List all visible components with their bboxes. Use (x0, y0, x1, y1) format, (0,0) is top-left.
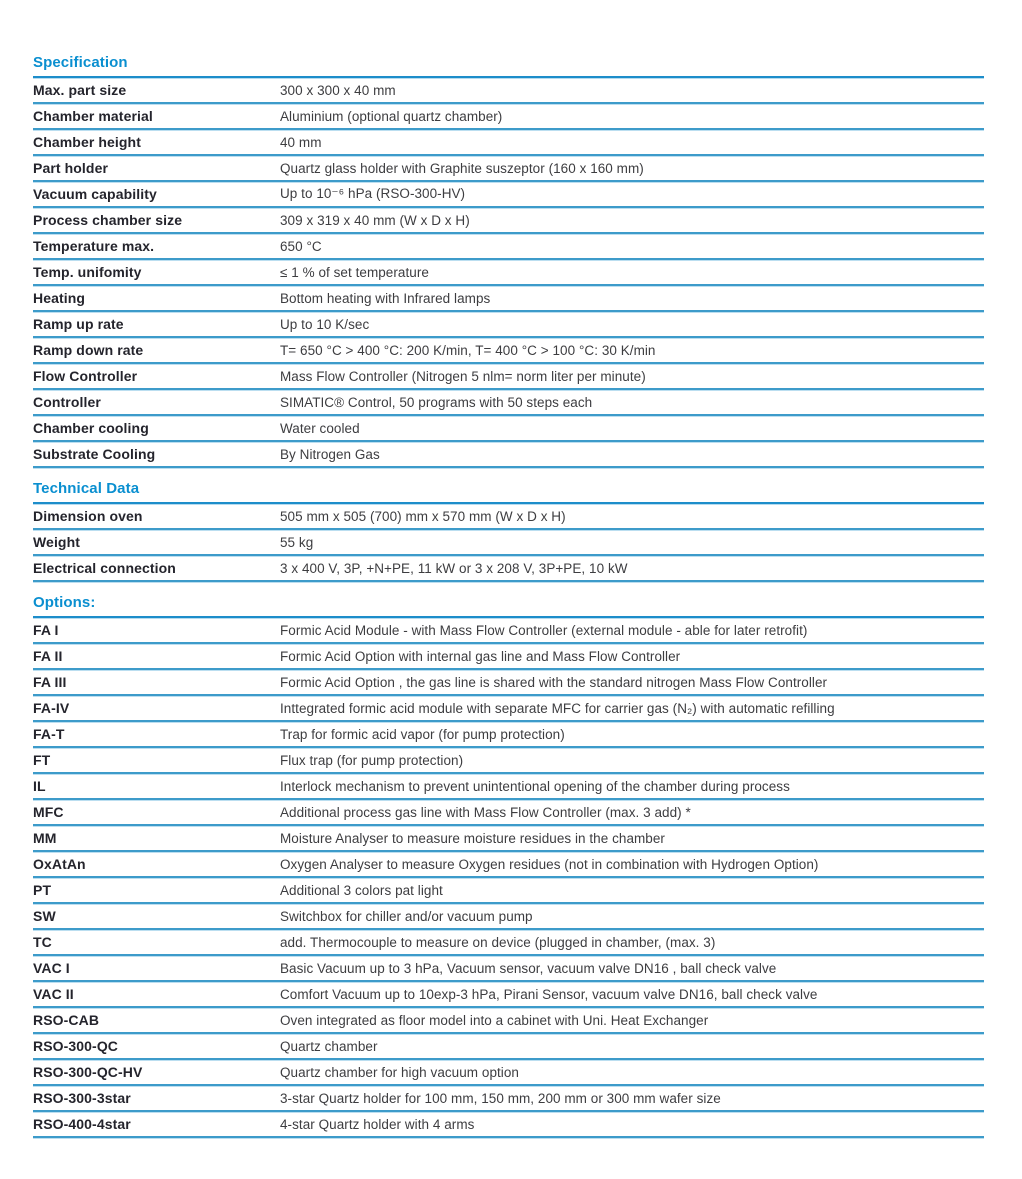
row-value: SIMATIC® Control, 50 programs with 50 steps each (280, 394, 593, 410)
row-value: Up to 10 K/sec (280, 316, 370, 332)
table-row (33, 774, 984, 800)
row-value: Aluminium (optional quartz chamber) (280, 108, 503, 124)
row-value: Up to 10⁻⁶ hPa (RSO-300-HV) (280, 186, 466, 201)
row-value: 505 mm x 505 (700) mm x 570 mm (W x D x H) (280, 508, 566, 524)
row-value: Quartz chamber (280, 1038, 378, 1054)
row-label: FA III (33, 674, 67, 690)
table-row (33, 130, 984, 156)
row-label: Ramp up rate (33, 316, 124, 332)
table-row (33, 260, 984, 286)
section-options (33, 595, 984, 1138)
row-label: Heating (33, 290, 86, 306)
row-value: Basic Vacuum up to 3 hPa, Vacuum sensor, vacuum valve DN16 , ball check valve (280, 960, 777, 976)
row-value: 309 x 319 x 40 mm (W x D x H) (280, 212, 470, 228)
table-row (33, 800, 984, 826)
table-row (33, 748, 984, 774)
row-value: add. Thermocouple to measure on device (plugged in chamber, (max. 3) (280, 934, 716, 950)
table-row (33, 1086, 984, 1112)
row-value: Oven integrated as floor model into a cabinet with Uni. Heat Exchanger (280, 1012, 709, 1028)
table-row (33, 878, 984, 904)
row-value: Inttegrated formic acid module with separate MFC for carrier gas (N₂) with automatic refilling (280, 700, 835, 716)
table-row (33, 312, 984, 338)
row-value: 3-star Quartz holder for 100 mm, 150 mm, 200 mm or 300 mm wafer size (280, 1090, 721, 1106)
row-label: OxAtAn (33, 856, 86, 872)
row-value: Interlock mechanism to prevent unintentional opening of the chamber during process (280, 778, 790, 794)
row-label: Controller (33, 394, 101, 410)
row-value: Additional process gas line with Mass Flow Controller (max. 3 add) * (280, 804, 691, 820)
row-value: Formic Acid Module - with Mass Flow Controller (external module - able for later retrofit) (280, 622, 808, 638)
table-row (33, 104, 984, 130)
datasheet-page (33, 55, 984, 1151)
row-value: Flux trap (for pump protection) (280, 752, 464, 768)
row-value: Additional 3 colors pat light (280, 882, 443, 898)
row-label: RSO-300-3star (33, 1090, 131, 1106)
row-label: FA-T (33, 726, 65, 742)
section-rows (33, 504, 984, 582)
row-label: Process chamber size (33, 212, 183, 228)
section-title: Specification (33, 55, 984, 78)
table-row (33, 364, 984, 390)
table-row (33, 1060, 984, 1086)
row-label: Substrate Cooling (33, 446, 156, 462)
table-row (33, 234, 984, 260)
row-value: T= 650 °C > 400 °C: 200 K/min, T= 400 °C > 100 °C: 30 K/min (280, 342, 656, 358)
row-label: RSO-400-4star (33, 1116, 131, 1132)
section-title: Options: (33, 595, 984, 618)
row-label: Temperature max. (33, 238, 155, 254)
row-label: VAC I (33, 960, 70, 976)
table-row (33, 852, 984, 878)
row-value: Bottom heating with Infrared lamps (280, 290, 491, 306)
row-label: FA II (33, 648, 63, 664)
row-label: MM (33, 830, 57, 846)
row-value: ≤ 1 % of set temperature (280, 264, 429, 280)
row-label: MFC (33, 804, 64, 820)
row-value: By Nitrogen Gas (280, 446, 380, 462)
table-row (33, 930, 984, 956)
table-row (33, 338, 984, 364)
row-label: Part holder (33, 160, 109, 176)
section-technical-data (33, 481, 984, 582)
section-rows (33, 618, 984, 1138)
row-value: Trap for formic acid vapor (for pump protection) (280, 726, 565, 742)
table-row (33, 442, 984, 468)
table-row (33, 670, 984, 696)
row-value: Quartz chamber for high vacuum option (280, 1064, 519, 1080)
table-row (33, 530, 984, 556)
section-specification (33, 55, 984, 468)
table-row (33, 156, 984, 182)
table-row (33, 556, 984, 582)
table-row (33, 722, 984, 748)
row-value: 4-star Quartz holder with 4 arms (280, 1116, 475, 1132)
row-value: Quartz glass holder with Graphite suszeptor (160 x 160 mm) (280, 160, 644, 176)
table-row (33, 504, 984, 530)
row-label: VAC II (33, 986, 74, 1002)
section-rows (33, 78, 984, 468)
row-label: Flow Controller (33, 368, 138, 384)
row-label: Temp. unifomity (33, 264, 142, 280)
row-value: Oxygen Analyser to measure Oxygen residues (not in combination with Hydrogen Option) (280, 856, 819, 872)
row-label: FA-IV (33, 700, 70, 716)
row-value: 55 kg (280, 534, 314, 550)
table-row (33, 904, 984, 930)
table-row (33, 78, 984, 104)
row-label: RSO-CAB (33, 1012, 100, 1028)
row-label: Weight (33, 534, 81, 550)
row-label: IL (33, 778, 46, 794)
row-label: PT (33, 882, 52, 898)
row-value: Mass Flow Controller (Nitrogen 5 nlm= norm liter per minute) (280, 368, 646, 384)
row-value: Switchbox for chiller and/or vacuum pump (280, 908, 533, 924)
row-label: RSO-300-QC-HV (33, 1064, 143, 1080)
row-label: FA I (33, 622, 59, 638)
table-row (33, 982, 984, 1008)
row-label: Ramp down rate (33, 342, 144, 358)
row-value: Moisture Analyser to measure moisture residues in the chamber (280, 830, 665, 846)
row-label: Dimension oven (33, 508, 143, 524)
row-label: SW (33, 908, 56, 924)
table-row (33, 182, 984, 208)
row-value: Formic Acid Option with internal gas line and Mass Flow Controller (280, 648, 681, 664)
row-value: Water cooled (280, 420, 360, 436)
row-value: Formic Acid Option , the gas line is shared with the standard nitrogen Mass Flow Controller (280, 674, 828, 690)
table-row (33, 208, 984, 234)
table-row (33, 696, 984, 722)
table-row (33, 390, 984, 416)
row-label: Electrical connection (33, 560, 176, 576)
row-label: FT (33, 752, 51, 768)
row-label: Chamber material (33, 108, 153, 124)
table-row (33, 956, 984, 982)
row-label: Vacuum capability (33, 186, 157, 202)
section-title: Technical Data (33, 481, 984, 504)
row-value: 650 °C (280, 238, 322, 254)
table-row (33, 416, 984, 442)
table-row (33, 644, 984, 670)
table-row (33, 1034, 984, 1060)
table-row (33, 286, 984, 312)
table-row (33, 618, 984, 644)
table-row (33, 826, 984, 852)
row-value: 3 x 400 V, 3P, +N+PE, 11 kW or 3 x 208 V, 3P+PE, 10 kW (280, 560, 628, 576)
row-value: 300 x 300 x 40 mm (280, 82, 396, 98)
row-value: Comfort Vacuum up to 10exp-3 hPa, Pirani Sensor, vacuum valve DN16, ball check valve (280, 986, 818, 1002)
table-row (33, 1008, 984, 1034)
row-label: Chamber cooling (33, 420, 149, 436)
row-value: 40 mm (280, 134, 322, 150)
row-label: Max. part size (33, 82, 127, 98)
row-label: Chamber height (33, 134, 141, 150)
table-row (33, 1112, 984, 1138)
row-label: RSO-300-QC (33, 1038, 119, 1054)
row-label: TC (33, 934, 52, 950)
